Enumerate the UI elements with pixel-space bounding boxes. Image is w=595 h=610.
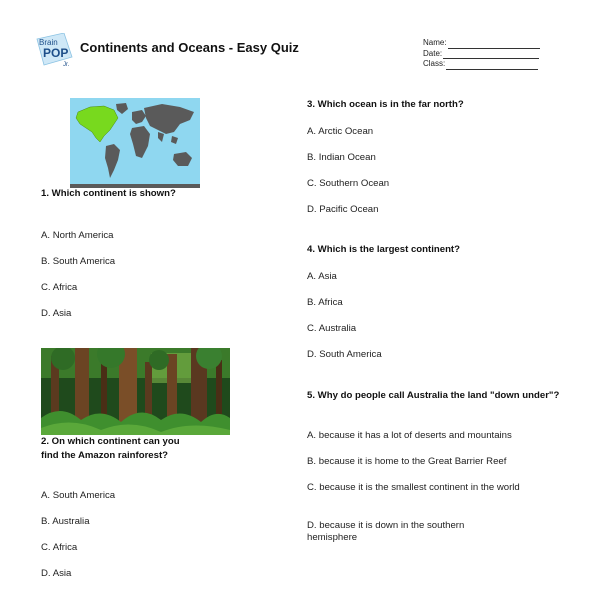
question-3-option-d[interactable]: D. Pacific Ocean — [307, 204, 379, 215]
question-3-option-a[interactable]: A. Arctic Ocean — [307, 126, 374, 137]
question-2-option-c[interactable]: C. Africa — [41, 542, 78, 553]
question-5-option-a[interactable]: A. because it has a lot of deserts and mountains — [307, 430, 512, 441]
name-field[interactable] — [423, 38, 540, 49]
logo-jr-text: Jr. — [63, 62, 70, 68]
question-4-option-c[interactable]: C. Australia — [307, 323, 357, 334]
question-1-text: 1. Which continent is shown? — [41, 188, 176, 199]
logo-brain-text: Brain — [39, 38, 58, 47]
date-line — [443, 50, 539, 59]
rainforest-image — [41, 348, 230, 435]
student-info-fields — [423, 38, 540, 70]
question-4-option-b[interactable]: B. Africa — [307, 297, 343, 308]
question-3-text: 3. Which ocean is in the far north? — [307, 99, 464, 110]
question-1-option-a[interactable]: A. North America — [41, 230, 114, 241]
question-2-option-d[interactable]: D. Asia — [41, 568, 72, 579]
question-4-text: 4. Which is the largest continent? — [307, 244, 460, 255]
question-5-option-d[interactable]: D. because it is down in the southern hemisphere — [307, 520, 465, 543]
world-map-image — [70, 98, 200, 188]
question-4-option-d[interactable]: D. South America — [307, 349, 382, 360]
question-2-option-a[interactable]: A. South America — [41, 490, 116, 501]
question-5-option-c[interactable]: C. because it is the smallest continent in the world — [307, 482, 520, 493]
name-label: Name: — [423, 38, 447, 47]
name-line — [448, 40, 540, 49]
class-line — [446, 61, 538, 70]
class-field[interactable] — [423, 59, 540, 70]
question-2-text: 2. On which continent can you find the Amazon rainforest? — [41, 436, 180, 461]
question-3-option-c[interactable]: C. Southern Ocean — [307, 178, 390, 189]
date-label: Date: — [423, 48, 443, 58]
question-5-option-b[interactable]: B. because it is home to the Great Barrier Reef — [307, 456, 507, 467]
date-field[interactable] — [423, 49, 540, 60]
logo-pop-text: POP — [43, 46, 69, 60]
question-2-option-b[interactable]: B. Australia — [41, 516, 90, 527]
page-title: Continents and Oceans - Easy Quiz — [80, 40, 299, 55]
question-5-text: 5. Why do people call Australia the land "down under"? — [307, 390, 560, 401]
question-1-option-d[interactable]: D. Asia — [41, 308, 72, 319]
question-3-option-b[interactable]: B. Indian Ocean — [307, 152, 376, 163]
brainpop-jr-logo — [34, 33, 76, 69]
class-label: Class: — [423, 59, 446, 68]
question-4-option-a[interactable]: A. Asia — [307, 271, 337, 282]
question-1-option-c[interactable]: C. Africa — [41, 282, 78, 293]
question-1-option-b[interactable]: B. South America — [41, 256, 116, 267]
